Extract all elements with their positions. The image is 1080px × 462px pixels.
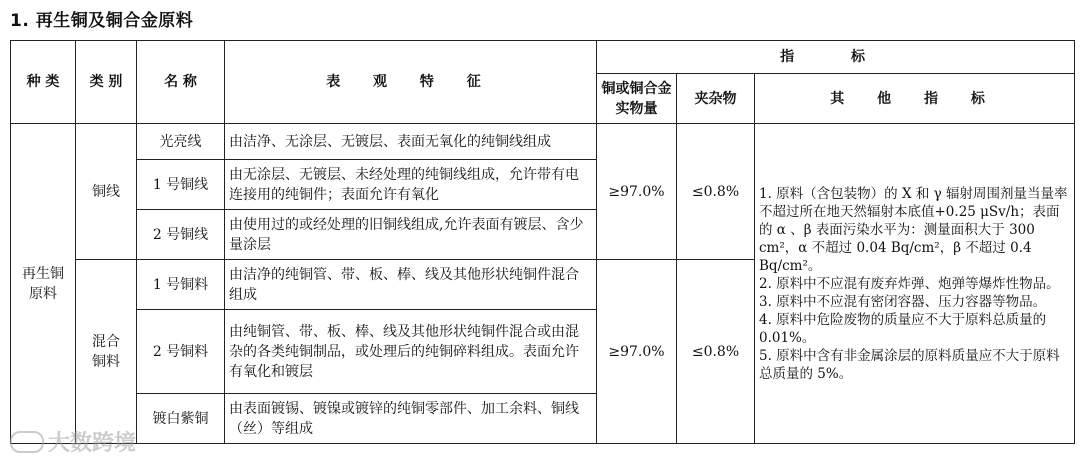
- feature-cell: 由洁净的纯铜管、带、板、棒、线及其他形状纯铜件混合组成: [225, 260, 597, 310]
- raw-material-spec-table: [10, 40, 1075, 444]
- table-row: [11, 124, 1075, 160]
- feature-cell: 由表面镀锡、镀镍或镀锌的纯铜零部件、加工余料、铜线（丝）等组成: [225, 394, 597, 444]
- watermark-logo-icon: [10, 431, 44, 453]
- watermark: [10, 426, 136, 457]
- header-appearance: 表 观 特 征: [225, 41, 597, 124]
- header-name: 名 称: [137, 41, 225, 124]
- other-indicator-item: 1. 原料（含包装物）的 X 和 γ 辐射周围剂量当量率不超过所在地天然辐射本底值+0.25 μSv/h；表面的 α 、β 表面污染水平为：测量面积大于 300 cm²，α 不超过 0.04 Bq/cm²，β 不超过 0.4 Bq/cm²。: [759, 185, 1068, 274]
- feature-cell: 由洁净、无涂层、无镀层、表面无氧化的纯铜线组成: [225, 124, 597, 160]
- name-cell: 1 号铜料: [137, 260, 225, 310]
- feature-cell: 由使用过的或经处理的旧铜线组成,允许表面有镀层、含少量涂层: [225, 210, 597, 260]
- impurity-cell: ≤0.8%: [677, 124, 755, 260]
- impurity-cell: ≤0.8%: [677, 260, 755, 444]
- name-cell: 2 号铜线: [137, 210, 225, 260]
- feature-cell: 由纯铜管、带、板、棒、线及其他形状纯铜件混合或由混杂的各类纯铜制品，或处理后的纯铜碎料组成。表面允许有氧化和镀层: [225, 310, 597, 394]
- header-category: 种 类: [11, 41, 76, 124]
- header-impurity: 夹杂物: [677, 74, 755, 124]
- section-heading: 1. 再生铜及铜合金原料: [10, 11, 194, 31]
- other-indicators-cell: [755, 124, 1075, 444]
- other-indicator-item: 5. 原料中含有非金属涂层的原料质量应不大于原料总质量的 5%。: [759, 347, 1060, 382]
- watermark-text: 大数跨境: [48, 431, 137, 456]
- header-row-top: [11, 41, 1075, 74]
- other-indicator-item: 3. 原料中不应混有密闭容器、压力容器等物品。: [759, 293, 1047, 310]
- name-cell: 1 号铜线: [137, 160, 225, 210]
- header-copper-content: 铜或铜合金实物量: [597, 74, 677, 124]
- category-cell: 再生铜原料: [11, 124, 76, 444]
- type-cell: 混合铜料: [76, 260, 137, 444]
- name-cell: 2 号铜料: [137, 310, 225, 394]
- header-indicators: 指 标: [597, 41, 1075, 74]
- header-other: 其 他 指 标: [755, 74, 1075, 124]
- copper-content-cell: ≥97.0%: [597, 124, 677, 260]
- feature-cell: 由无涂层、无镀层、未经处理的纯铜线组成，允许带有电连接用的纯铜件；表面允许有氧化: [225, 160, 597, 210]
- header-type: 类 别: [76, 41, 137, 124]
- other-indicator-item: 4. 原料中危险废物的质量应不大于原料总质量的 0.01%。: [759, 311, 1047, 346]
- name-cell: 光亮线: [137, 124, 225, 160]
- other-indicator-item: 2. 原料中不应混有废弃炸弹、炮弹等爆炸性物品。: [759, 275, 1060, 292]
- copper-content-cell: ≥97.0%: [597, 260, 677, 444]
- type-cell: 铜线: [76, 124, 137, 260]
- name-cell: 镀白紫铜: [137, 394, 225, 444]
